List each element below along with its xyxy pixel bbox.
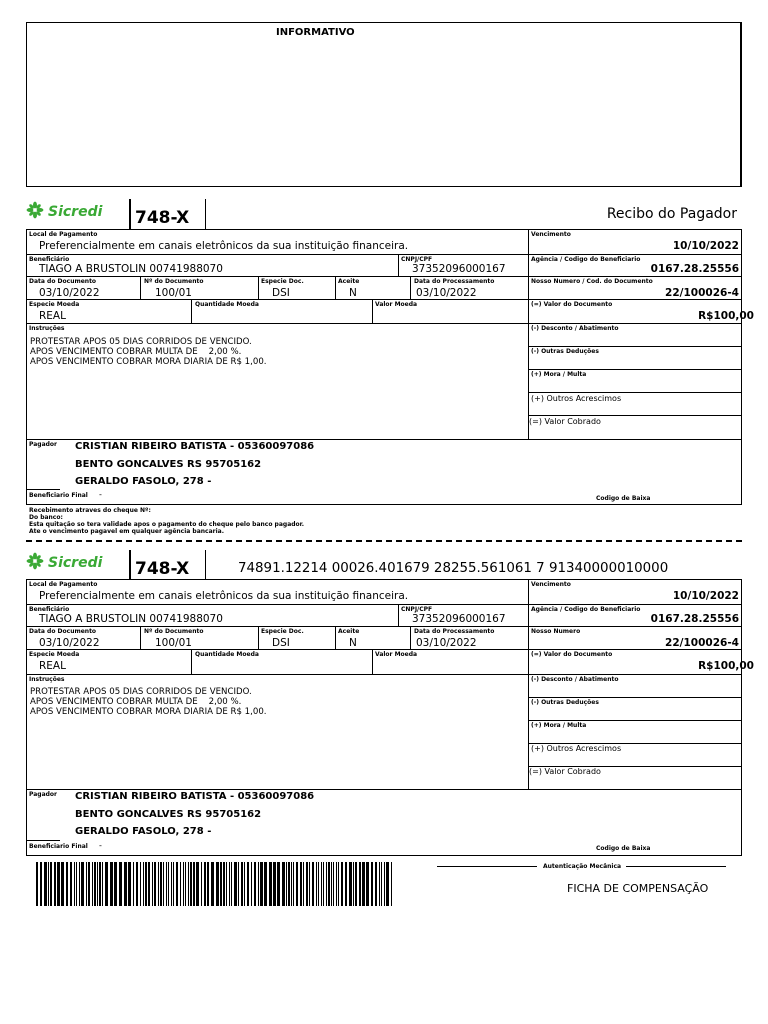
outros-acrescimos-label: (+) Outros Acrescimos [531, 394, 622, 403]
pagador-line: GERALDO FASOLO, 278 - [75, 476, 212, 487]
barcode-bar [183, 862, 184, 906]
col-line [372, 649, 373, 674]
agencia-label: Agência / Codigo do Beneficiario [531, 606, 641, 613]
numero-documento-label: Nº do Documento [144, 628, 204, 635]
barcode-bar [345, 862, 347, 906]
row-line [26, 276, 742, 277]
instrucao-line: APOS VENCIMENTO COBRAR MULTA DE 2,00 %. [30, 697, 242, 707]
barcode-bar [86, 862, 87, 906]
pagador-line: CRISTIAN RIBEIRO BATISTA - 05360097086 [75, 441, 315, 452]
barcode-bar [152, 862, 153, 906]
barcode-bar [341, 862, 343, 906]
numero-documento-value: 100/01 [155, 637, 192, 649]
beneficiario-value: TIAGO A BRUSTOLIN 00741988070 [39, 613, 223, 625]
pagador-line: BENTO GONCALVES RS 95705162 [75, 459, 262, 470]
bank-code: 748-X [135, 208, 190, 228]
barcode-bar [136, 862, 138, 906]
row-line [528, 346, 742, 347]
valor-documento-label: (=) Valor do Documento [531, 301, 613, 308]
col-line [191, 649, 192, 674]
barcode-bar [260, 862, 263, 906]
row-line [26, 840, 60, 841]
especie-doc-label: Especie Doc. [261, 278, 304, 285]
agencia-value: 0167.28.25556 [650, 263, 739, 275]
col-line [372, 299, 373, 323]
barcode-bar [371, 862, 373, 906]
cut-line [26, 540, 742, 542]
barcode-bar [61, 862, 64, 906]
barcode-bar [140, 862, 141, 906]
barcode-bar [336, 862, 337, 906]
pagador-label: Pagador [29, 441, 58, 448]
barcode-bar [282, 862, 285, 906]
aceite-label: Aceite [338, 278, 360, 285]
beneficiario-final-label: Beneficiario Final [29, 843, 88, 850]
bank-code: 748-X [135, 559, 190, 579]
beneficiario-final-value: - [99, 841, 102, 850]
barcode-bar [133, 862, 134, 906]
beneficiario-label: Beneficiário [29, 606, 70, 613]
instrucao-line: APOS VENCIMENTO COBRAR MORA DIARIA DE R$ 1,00. [30, 357, 267, 367]
cnpj-label: CNPJ/CPF [401, 256, 433, 263]
col-line [140, 626, 141, 649]
barcode-bar [277, 862, 280, 906]
cnpj-value: 37352096000167 [412, 613, 506, 625]
barcode-bar [102, 862, 103, 906]
row-line [26, 323, 529, 324]
row-line [528, 415, 742, 416]
barcode-bar [333, 862, 334, 906]
barcode-bar [244, 862, 245, 906]
barcode-bar [296, 862, 298, 906]
aceite-value: N [349, 637, 357, 649]
row-line [26, 626, 742, 627]
data-documento-label: Data do Documento [29, 628, 97, 635]
col-line [335, 626, 336, 649]
sicredi-leaf-icon [26, 552, 44, 574]
barcode-bar [81, 862, 84, 906]
aceite-label: Aceite [338, 628, 360, 635]
row-line [528, 369, 742, 370]
beneficiario-label: Beneficiário [29, 256, 70, 263]
row-line [26, 604, 742, 605]
local-pagamento-value: Preferencialmente em canais eletrônicos da sua instituição financeira. [39, 590, 409, 602]
col-line [410, 276, 411, 299]
auth-line [626, 866, 726, 867]
row-line [26, 789, 742, 790]
col-line [258, 276, 259, 299]
barcode-bar [326, 862, 327, 906]
sicredi-brand-name: Sicredi [48, 204, 103, 220]
valor-cobrado-label: (=) Valor Cobrado [529, 417, 601, 426]
valor-moeda-label: Valor Moeda [375, 301, 418, 308]
barcode-bar [97, 862, 98, 906]
barcode-bar [158, 862, 159, 906]
barcode-bar [306, 862, 308, 906]
barcode-bar [193, 862, 195, 906]
vencimento-value: 10/10/2022 [672, 590, 739, 602]
barcode-bar [166, 862, 167, 906]
agencia-value: 0167.28.25556 [650, 613, 739, 625]
quantidade-moeda-label: Quantidade Moeda [195, 651, 259, 658]
ficha-title: FICHA DE COMPENSAÇÃO [567, 882, 709, 895]
especie-moeda-value: REAL [39, 660, 66, 672]
pagador-label: Pagador [29, 791, 58, 798]
row-line [528, 720, 742, 721]
col-line [528, 579, 529, 789]
barcode-bar [379, 862, 380, 906]
auth-line [437, 866, 537, 867]
nosso-numero-value: 22/100026-4 [665, 637, 739, 649]
cnpj-label: CNPJ/CPF [401, 606, 433, 613]
barcode-bar [328, 862, 330, 906]
row-line [26, 649, 742, 650]
barcode-bar [154, 862, 156, 906]
row-line [528, 697, 742, 698]
barcode-bar [211, 862, 214, 906]
col-line [528, 229, 529, 439]
barcode-bar [79, 862, 80, 906]
barcode-bar [291, 862, 292, 906]
data-processamento-label: Data do Processamento [414, 628, 495, 635]
barcode-bar [163, 862, 164, 906]
row-line [528, 392, 742, 393]
instrucao-line: APOS VENCIMENTO COBRAR MORA DIARIA DE R$ 1,00. [30, 707, 267, 717]
divider [205, 550, 206, 580]
barcode-bar [48, 862, 49, 906]
barcode-bar [375, 862, 377, 906]
aceite-value: N [349, 287, 357, 299]
outros-acrescimos-label: (+) Outros Acrescimos [531, 744, 622, 753]
agencia-label: Agência / Codigo do Beneficiario [531, 256, 641, 263]
barcode-bar [391, 862, 392, 906]
barcode-bar [251, 862, 252, 906]
data-documento-label: Data do Documento [29, 278, 97, 285]
data-processamento-value: 03/10/2022 [416, 637, 477, 649]
row-line [26, 299, 742, 300]
barcode-bar [188, 862, 189, 906]
barcode-bar [44, 862, 47, 906]
barcode-bar [323, 862, 324, 906]
vencimento-value: 10/10/2022 [672, 240, 739, 252]
barcode-bar [355, 862, 357, 906]
barcode-bar [148, 862, 150, 906]
valor-moeda-label: Valor Moeda [375, 651, 418, 658]
desconto-label: (-) Desconto / Abatimento [531, 676, 619, 683]
vencimento-label: Vencimento [531, 231, 571, 238]
barcode-bar [70, 862, 72, 906]
local-pagamento-value: Preferencialmente em canais eletrônicos da sua instituição financeira. [39, 240, 409, 252]
barcode-bar [220, 862, 222, 906]
especie-doc-value: DSI [272, 287, 290, 299]
barcode-bar [160, 862, 162, 906]
barcode-bar [258, 862, 259, 906]
barcode-bar [94, 862, 96, 906]
nosso-numero-label: Nosso Numero / Cod. do Documento [531, 278, 653, 285]
barcode-bar [74, 862, 75, 906]
especie-moeda-value: REAL [39, 310, 66, 322]
row-line [26, 489, 60, 490]
barcode-bar [331, 862, 332, 906]
barcode-bar [226, 862, 227, 906]
barcode-bar [185, 862, 186, 906]
row-line [26, 254, 742, 255]
barcode-bar [40, 862, 42, 906]
instrucao-line: APOS VENCIMENTO COBRAR MULTA DE 2,00 %. [30, 347, 242, 357]
informativo-box [26, 22, 742, 187]
nosso-numero-value: 22/100026-4 [665, 287, 739, 299]
barcode-bar [316, 862, 317, 906]
barcode-bar [92, 862, 93, 906]
barcode-bar [288, 862, 290, 906]
barcode-bar [229, 862, 230, 906]
mora-multa-label: (+) Mora / Multa [531, 722, 587, 729]
barcode-bar [204, 862, 206, 906]
barcode-bar [36, 862, 38, 906]
barcode-bar [216, 862, 219, 906]
pagador-line: BENTO GONCALVES RS 95705162 [75, 809, 262, 820]
barcode-bar [110, 862, 113, 906]
barcode-bar [286, 862, 287, 906]
barcode-bar [88, 862, 90, 906]
col-line [398, 254, 399, 276]
barcode-bar [309, 862, 310, 906]
col-line [140, 276, 141, 299]
instrucao-line: PROTESTAR APOS 05 DIAS CORRIDOS DE VENCIDO. [30, 337, 252, 347]
barcode-bar [223, 862, 225, 906]
barcode-bar [362, 862, 365, 906]
row-line [528, 674, 742, 675]
barcode-bar [171, 862, 172, 906]
barcode-bar [247, 862, 249, 906]
barcode-bar [273, 862, 276, 906]
valor-documento-label: (=) Valor do Documento [531, 651, 613, 658]
barcode-bar [145, 862, 147, 906]
especie-moeda-label: Especie Moeda [29, 651, 80, 658]
barcode-bar [318, 862, 319, 906]
barcode-bar [105, 862, 108, 906]
barcode-bar [264, 862, 267, 906]
col-line [191, 299, 192, 323]
valor-cobrado-label: (=) Valor Cobrado [529, 767, 601, 776]
cnpj-value: 37352096000167 [412, 263, 506, 275]
beneficiario-final-label: Beneficiario Final [29, 492, 88, 499]
sicredi-brand-name: Sicredi [48, 555, 103, 571]
data-documento-value: 03/10/2022 [39, 287, 100, 299]
barcode-bar [269, 862, 272, 906]
beneficiario-final-value: - [99, 490, 102, 499]
data-processamento-value: 03/10/2022 [416, 287, 477, 299]
barcode [36, 862, 396, 906]
mora-multa-label: (+) Mora / Multa [531, 371, 587, 378]
instrucao-line: PROTESTAR APOS 05 DIAS CORRIDOS DE VENCIDO. [30, 687, 252, 697]
barcode-bar [196, 862, 199, 906]
barcode-bar [201, 862, 202, 906]
barcode-bar [176, 862, 178, 906]
pagador-line: GERALDO FASOLO, 278 - [75, 826, 212, 837]
autenticacao-label: Autenticação Mecânica [543, 863, 622, 870]
barcode-bar [293, 862, 294, 906]
barcode-bar [76, 862, 77, 906]
divider [129, 199, 131, 230]
barcode-bar [254, 862, 256, 906]
data-documento-value: 03/10/2022 [39, 637, 100, 649]
barcode-bar [349, 862, 352, 906]
barcode-bar [353, 862, 354, 906]
sicredi-logo-receipt [26, 201, 102, 223]
especie-doc-value: DSI [272, 637, 290, 649]
barcode-bar [50, 862, 52, 906]
codigo-baixa-label: Codigo de Baixa [596, 845, 651, 852]
barcode-bar [366, 862, 369, 906]
barcode-bar [384, 862, 385, 906]
barcode-bar [234, 862, 237, 906]
barcode-bar [300, 862, 302, 906]
col-line [398, 604, 399, 626]
row-line [26, 439, 742, 440]
data-processamento-label: Data do Processamento [414, 278, 495, 285]
barcode-bar [207, 862, 209, 906]
local-pagamento-label: Local de Pagamento [29, 581, 98, 588]
sicredi-logo-ficha [26, 552, 102, 574]
barcode-bar [312, 862, 314, 906]
footer-note: Do banco: [29, 514, 63, 521]
barcode-bar [238, 862, 239, 906]
barcode-bar [168, 862, 169, 906]
desconto-label: (-) Desconto / Abatimento [531, 325, 619, 332]
barcode-bar [381, 862, 382, 906]
barcode-bar [180, 862, 181, 906]
barcode-bar [303, 862, 304, 906]
quantidade-moeda-label: Quantidade Moeda [195, 301, 259, 308]
recibo-title: Recibo do Pagador [606, 206, 737, 222]
barcode-bar [54, 862, 56, 906]
instrucoes-label: Instruções [29, 325, 65, 332]
numero-documento-label: Nº do Documento [144, 278, 204, 285]
barcode-bar [143, 862, 144, 906]
informativo-title: INFORMATIVO [276, 27, 355, 38]
vencimento-label: Vencimento [531, 581, 571, 588]
barcode-bar [241, 862, 243, 906]
barcode-bar [386, 862, 389, 906]
footer-note: Recebimento atraves do cheque Nº: [29, 507, 151, 514]
col-line [410, 626, 411, 649]
especie-moeda-label: Especie Moeda [29, 301, 80, 308]
barcode-bar [338, 862, 339, 906]
row-line [528, 323, 742, 324]
barcode-bar [99, 862, 101, 906]
barcode-bar [190, 862, 192, 906]
especie-doc-label: Especie Doc. [261, 628, 304, 635]
divider [205, 199, 206, 230]
valor-documento-value: R$100,00 [698, 310, 754, 322]
divider [129, 550, 131, 580]
barcode-bar [57, 862, 60, 906]
barcode-bar [66, 862, 68, 906]
barcode-bar [128, 862, 131, 906]
valor-documento-value: R$100,00 [698, 660, 754, 672]
barcode-bar [231, 862, 232, 906]
codigo-baixa-label: Codigo de Baixa [596, 495, 651, 502]
outras-deducoes-label: (-) Outras Deduções [531, 348, 599, 355]
col-line [258, 626, 259, 649]
footer-note: Esta quitação so tera validade apos o pagamento do cheque pelo banco pagador. [29, 521, 305, 528]
beneficiario-value: TIAGO A BRUSTOLIN 00741988070 [39, 263, 223, 275]
local-pagamento-label: Local de Pagamento [29, 231, 98, 238]
barcode-bar [124, 862, 127, 906]
barcode-bar [173, 862, 174, 906]
barcode-bar [359, 862, 361, 906]
outras-deducoes-label: (-) Outras Deduções [531, 699, 599, 706]
sicredi-leaf-icon [26, 201, 44, 223]
row-line [26, 674, 529, 675]
nosso-numero-label: Nosso Numero [531, 628, 581, 635]
numero-documento-value: 100/01 [155, 287, 192, 299]
pagador-line: CRISTIAN RIBEIRO BATISTA - 05360097086 [75, 791, 315, 802]
instrucoes-label: Instruções [29, 676, 65, 683]
linha-digitavel: 74891.12214 00026.401679 28255.561061 7 91340000010000 [238, 561, 669, 576]
barcode-bar [119, 862, 122, 906]
col-line [335, 276, 336, 299]
barcode-bar [321, 862, 322, 906]
footer-note: Ate o vencimento pagavel em qualquer agência bancaria. [29, 528, 224, 535]
barcode-bar [114, 862, 117, 906]
